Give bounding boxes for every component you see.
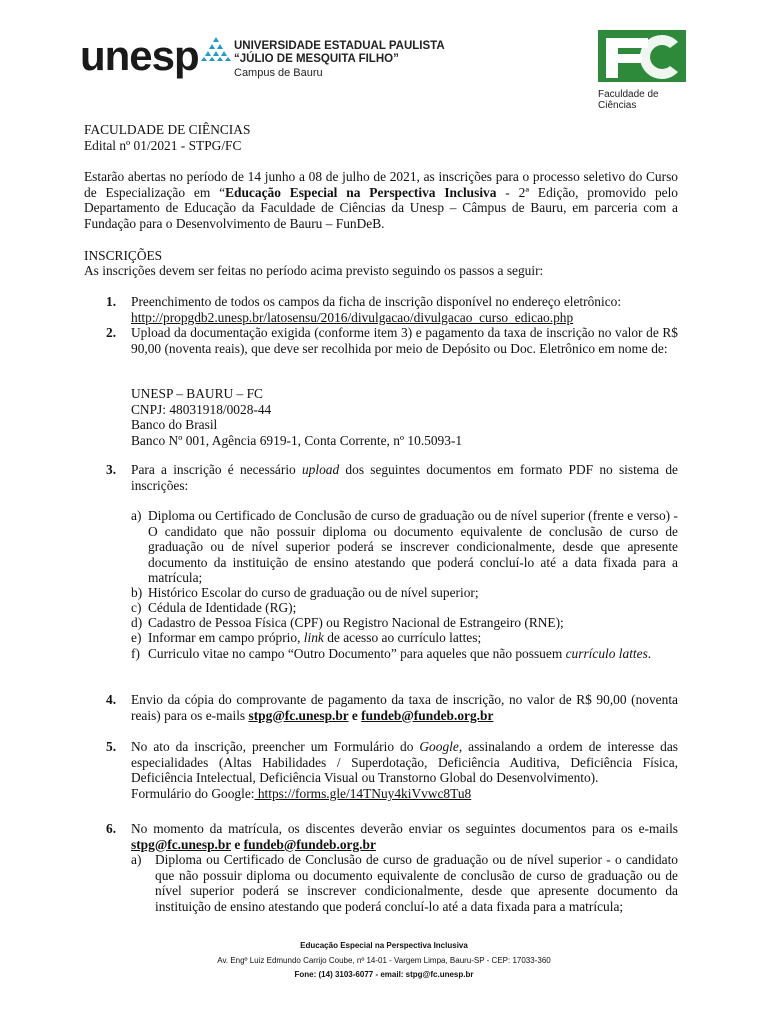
item-number: 2. (106, 325, 117, 340)
bank-line-4: Banco Nº 001, Agência 6919-1, Conta Corrente, nº 10.5093-1 (131, 432, 463, 448)
item1-text: Preenchimento de todos os campos da ficha de inscrição disponível no endereço eletrônico: (131, 294, 622, 309)
sub-item-text: Diploma ou Certificado de Conclusão de curso de graduação ou de nível superior (frente e verso) - O candidato que não possuir diploma ou documento equivalente de conclusão de curso de graduação ou de nível superior poderá se inscrever condicionalmente, desde que apresente documento da instituição de ensino atestando que poderá concluí-lo até a data fixada para a matrícula; (148, 508, 678, 586)
sub-item-b (131, 585, 678, 601)
registration-form-link[interactable]: http://propgdb2.unesp.br/latosensu/2016/divulgacao/divulgacao_curso_edicao.php (131, 309, 574, 325)
list-item-1 (106, 294, 678, 325)
item2-text: Upload da documentação exigida (conforme item 3) e pagamento da taxa de inscrição no valor de R$ 90,00 (noventa reais), que deve ser recolhida por meio de Depósito ou Doc. Eletrônico em nome de: (131, 325, 678, 356)
item6-and: e (231, 836, 244, 852)
sub-item-d (131, 615, 678, 631)
intro-text-a: Estarão abertas no período de 14 junho a 08 de julho de 2021, as inscrições para o processo seletivo do Curso de Especialização em “ (84, 169, 678, 200)
footer-address: Av. Engº Luiz Edmundo Carrijo Coube, nº 14-01 - Vargem Limpa, Bauru-SP - CEP: 17033-360 (217, 956, 551, 965)
sub-e-text-a: Informar em campo próprio, (148, 630, 304, 645)
item-number: 1. (106, 294, 117, 309)
sub-item-text: Cadastro de Pessoa Física (CPF) ou Registro Nacional de Estrangeiro (RNE); (148, 615, 564, 630)
bank-line-2: CNPJ: 48031918/0028-44 (131, 401, 272, 417)
sub-f-text-b: . (647, 646, 652, 661)
footer-contact: Fone: (14) 3103-6077 - email: stpg@fc.unesp.br (294, 970, 474, 979)
item3-text-a: Para a inscrição é necessário (131, 462, 302, 477)
list-item-3 (106, 462, 678, 493)
intro-text-b: - 2ª Edição, promovido pelo Departamento de Educação da Faculdade de Ciências da Unesp – Câmpus de Bauru, em parceria com a Fundação para o Desenvolvimento de Bauru – FunDeB. (84, 184, 679, 231)
item-number: 4. (106, 692, 117, 707)
sub-e-italic: link (303, 630, 324, 645)
email-link-fundeb[interactable]: fundeb@fundeb.org.br (243, 836, 376, 852)
sub-item-e (131, 630, 678, 646)
google-form-link[interactable]: https://forms.gle/14TNuy4kiVvwc8Tu8 (254, 785, 472, 801)
sub-item-label: d) (131, 615, 143, 630)
section-title-inscricoes: INSCRIÇÕES (84, 248, 163, 263)
sub-item-label: a) (131, 508, 142, 523)
sub-f-text-a: Curriculo vitae no campo “Outro Documento” para aqueles que não possuem (148, 646, 566, 661)
sub-item-label: f) (131, 646, 140, 661)
sub-item-f (131, 646, 678, 662)
item-number: 3. (106, 462, 117, 477)
item4-text: Envio da cópia do comprovante de pagamento da taxa de inscrição, no valor de R$ 90,00 (noventa reais) para os e-mails (131, 692, 678, 723)
item3-text-b: dos seguintes documentos em formato PDF no sistema de inscrições: (131, 462, 678, 493)
sub-item-text: Diploma ou Certificado de Conclusão de curso de graduação ou de nível superior - o candidato que não possuir diploma ou documento equivalente de conclusão de curso de graduação ou de nível superior poderá se inscrever condicionalmente, desde que apresente documento da instituição de ensino atestando que poderá concluí-lo até a data fixada para a matrícula; (155, 852, 678, 914)
list-item-6 (106, 821, 678, 852)
sub-e-text-b: de acesso ao currículo lattes; (323, 630, 482, 645)
sub-item-c (131, 600, 678, 616)
item6-text: No momento da matrícula, os discentes deverão enviar os seguintes documentos para os e-mails (131, 821, 678, 836)
list-item-4 (106, 692, 678, 723)
unesp-triangle-icon (201, 36, 231, 62)
unesp-wordmark: unesp (80, 32, 199, 79)
course-name: Educação Especial na Perspectiva Inclusiva (225, 184, 497, 200)
university-name-block (234, 40, 445, 80)
item3-italic: upload (301, 462, 340, 477)
university-line1: UNIVERSIDADE ESTADUAL PAULISTA (234, 40, 445, 52)
faculty-logo-caption: Faculdade de Ciências (598, 89, 659, 111)
intro-paragraph (84, 169, 678, 231)
faculty-logo (598, 30, 688, 111)
inscricoes-text: As inscrições devem ser feitas no período acima previsto seguindo os passos a seguir: (84, 263, 544, 278)
sub-item-label: c) (131, 600, 142, 615)
item5-text-a: No ato da inscrição, preencher um Formulário do (131, 739, 420, 754)
list-item-2 (106, 325, 678, 356)
sub-item-text: Cédula de Identidade (RG); (148, 600, 297, 615)
bank-info (131, 386, 671, 448)
item5-text-b: , assinalando a ordem de interesse das especialidades (Altas Habilidades / Superdotação, Deficiência Auditiva, Deficiência Física, Deficiência Intelectual, Deficiência Visual ou Transtorno Global do Desenvolvimento). (131, 739, 678, 786)
footer-course-title: Educação Especial na Perspectiva Inclusiva (300, 941, 468, 950)
bank-line-1: UNESP – BAURU – FC (131, 386, 263, 401)
sub-item-a (131, 508, 678, 586)
sub-item-text: Histórico Escolar do curso de graduação ou de nível superior; (148, 585, 479, 600)
faculty-heading: FACULDADE DE CIÊNCIAS (84, 122, 251, 137)
email-link-fundeb[interactable]: fundeb@fundeb.org.br (361, 707, 494, 723)
unesp-logo (80, 34, 231, 78)
sub-item-label: a) (131, 852, 142, 867)
campus-name: Campus de Bauru (234, 67, 323, 79)
sub-f-italic: currículo lattes (565, 646, 648, 661)
item5-italic: Google (419, 739, 459, 754)
email-link-stpg[interactable]: stpg@fc.unesp.br (248, 707, 349, 723)
edital-number: Edital nº 01/2021 - STPG/FC (84, 138, 242, 153)
item6-sub-item-a (131, 852, 678, 914)
item-number: 5. (106, 739, 117, 754)
sub-item-label: b) (131, 585, 143, 600)
google-form-label: Formulário do Google: (131, 785, 255, 801)
university-line2: “JÚLIO DE MESQUITA FILHO” (234, 53, 399, 65)
bank-line-3: Banco do Brasil (131, 417, 218, 433)
list-item-5 (106, 739, 678, 801)
fc-logo-icon (598, 30, 686, 82)
sub-item-label: e) (131, 630, 142, 645)
item4-and: e (348, 707, 362, 723)
item-number: 6. (106, 821, 117, 836)
email-link-stpg[interactable]: stpg@fc.unesp.br (131, 836, 232, 852)
